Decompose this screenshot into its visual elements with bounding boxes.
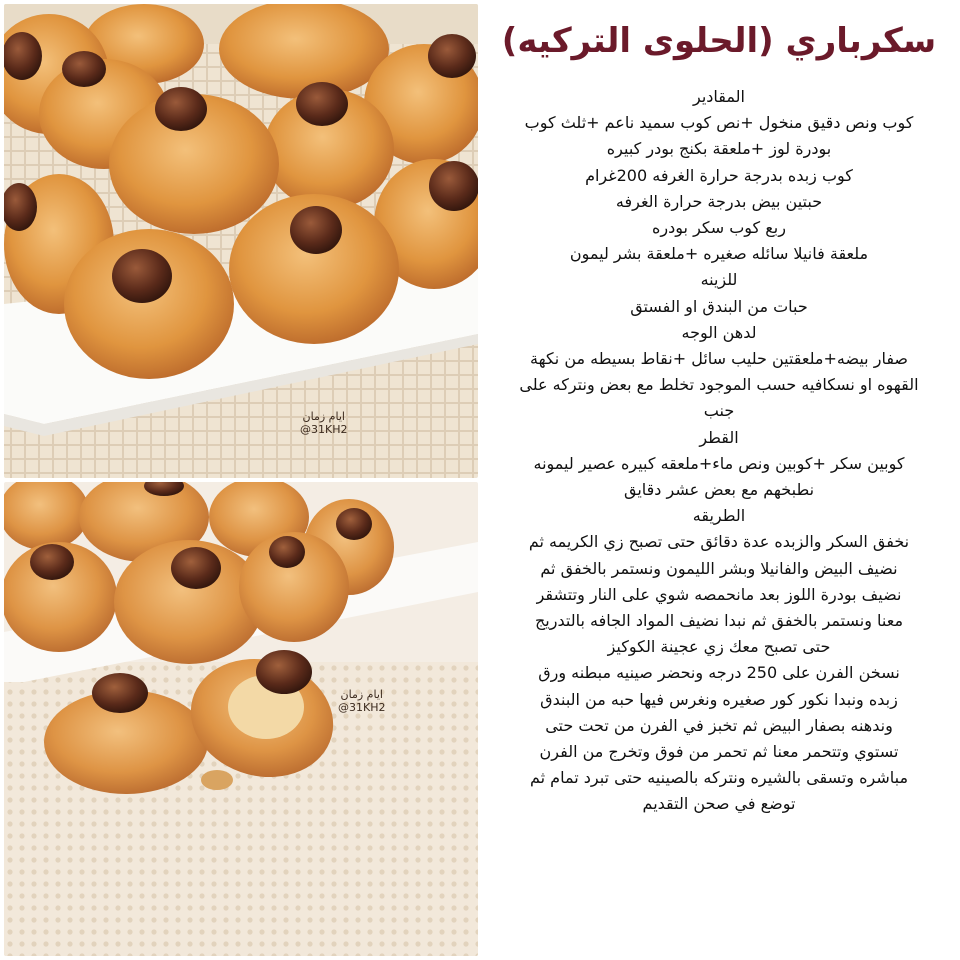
recipe-line: حبات من البندق او الفستق bbox=[630, 296, 808, 316]
recipe-line: صفار بيضه+ملعقتين حليب سائل +نقاط بسيطه من نكهة bbox=[530, 349, 908, 369]
recipe-line: بودرة لوز +ملعقة بكنج بودر كبيره bbox=[606, 139, 832, 159]
recipe-line: تستوي وتتحمر معنا ثم تحمر من فوق وتخرج من الفرن bbox=[539, 742, 899, 762]
recipe-line: كوب زبده بدرجة حرارة الغرفه 200غرام bbox=[585, 165, 853, 185]
recipe-line: القهوه او نسكافيه حسب الموجود تخلط مع بعض ونتركه على bbox=[519, 375, 919, 395]
recipe-line: حتى تصبح معك زي عجينة الكوكيز bbox=[607, 637, 831, 657]
recipe-line: جنب bbox=[703, 401, 735, 421]
recipe-line: زبده ونبدا نكور كور صغيره ونغرس فيها حبه من البندق bbox=[540, 689, 898, 709]
recipe-line: نخفق السكر والزبده عدة دقائق حتى تصبح زي الكريمه ثم bbox=[528, 532, 910, 552]
recipe-line: القطر bbox=[699, 427, 739, 447]
recipe-title: سكرباري (الحلوى التركيه) bbox=[501, 21, 937, 61]
recipe-line: الطريقه bbox=[692, 506, 746, 526]
recipe-line: كوب ونص دقيق منخول +نص كوب سميد ناعم +ثلث كوب bbox=[524, 113, 914, 133]
watermark-handle: @31KH2 bbox=[300, 423, 348, 436]
recipe-line: وندهنه بصفار البيض ثم تخبز في الفرن من تحت حتى bbox=[545, 715, 893, 735]
recipe-line: نضيف بودرة اللوز بعد مانحمصه شوي على النار وتتشقر bbox=[536, 584, 902, 604]
watermark-top bbox=[300, 410, 347, 436]
recipe-lines bbox=[486, 84, 952, 818]
watermark-name: ايام زمان bbox=[302, 410, 345, 423]
recipe-line: نطبخهم مع بعض عشر دقايق bbox=[623, 480, 815, 500]
recipe-line: نضيف البيض والفانيلا وبشر الليمون ونستمر بالخفق ثم bbox=[540, 558, 898, 578]
cookie-photo-bottom bbox=[4, 482, 478, 956]
recipe-line: ملعقة فانيلا سائله صغيره +ملعقة بشر ليمون bbox=[569, 244, 869, 264]
recipe-line: حبتين بيض بدرجة حرارة الغرفه bbox=[615, 191, 823, 211]
watermark-name: ايام زمان bbox=[340, 688, 383, 701]
recipe-line: نسخن الفرن على 250 درجه ونحضر صينيه مبطنه ورق bbox=[538, 663, 900, 683]
recipe-text bbox=[486, 20, 952, 960]
recipe-line: معنا ونستمر بالخفق ثم نبدا نضيف المواد الجافه بالتدريج bbox=[534, 611, 904, 631]
recipe-line: كوبين سكر +كوبين ونص ماء+ملعقه كبيره عصير ليمونه bbox=[533, 453, 905, 473]
cookie-photo-top bbox=[4, 4, 478, 478]
recipe-line: المقادير bbox=[693, 87, 745, 106]
watermark-handle: @31KH2 bbox=[338, 701, 386, 714]
recipe-line: توضع في صحن التقديم bbox=[642, 794, 796, 814]
recipe-line: للزينه bbox=[700, 270, 738, 290]
recipe-line: ربع كوب سكر بودره bbox=[652, 218, 786, 238]
watermark-bottom bbox=[338, 688, 385, 714]
recipe-line: لدهن الوجه bbox=[681, 322, 757, 342]
recipe-line: مباشره وتسقى بالشيره ونتركه بالصينيه حتى تبرد تمام ثم bbox=[529, 768, 909, 788]
